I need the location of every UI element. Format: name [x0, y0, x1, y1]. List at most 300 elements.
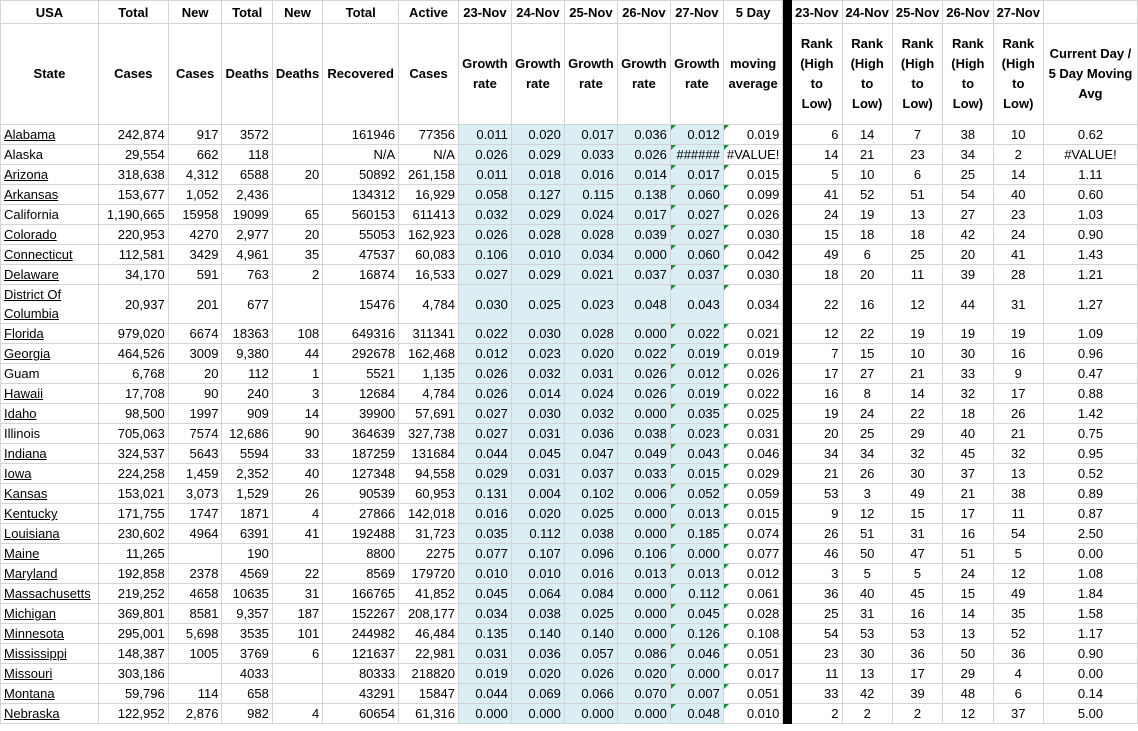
growth-24nov-cell[interactable]: 0.010 [511, 245, 564, 265]
active-cases-cell[interactable]: 218820 [399, 664, 459, 684]
recovered-cell[interactable]: 15476 [323, 285, 399, 324]
rank-24nov-cell[interactable]: 13 [842, 664, 892, 684]
moving-average-cell[interactable]: 0.074 [723, 524, 783, 544]
moving-average-cell[interactable]: 0.019 [723, 125, 783, 145]
rank-27nov-cell[interactable]: 17 [993, 384, 1043, 404]
growth-24nov-cell[interactable]: 0.014 [511, 384, 564, 404]
growth-24nov-cell[interactable]: 0.112 [511, 524, 564, 544]
current-over-average-cell[interactable]: 0.95 [1043, 444, 1137, 464]
moving-average-cell[interactable]: 0.030 [723, 225, 783, 245]
growth-24nov-cell[interactable]: 0.064 [511, 584, 564, 604]
header-growth-24nov[interactable]: 24-Nov [511, 1, 564, 24]
current-over-average-cell[interactable]: 0.14 [1043, 684, 1137, 704]
growth-27nov-cell[interactable]: 0.027 [670, 205, 723, 225]
growth-23nov-cell[interactable]: 0.026 [458, 145, 511, 165]
new-cases-cell[interactable]: 4,312 [168, 165, 222, 185]
new-deaths-cell[interactable]: 41 [272, 524, 322, 544]
new-deaths-cell[interactable]: 33 [272, 444, 322, 464]
active-cases-cell[interactable]: 22,981 [399, 644, 459, 664]
recovered-cell[interactable]: 187259 [323, 444, 399, 464]
rank-24nov-cell[interactable]: 14 [842, 125, 892, 145]
state-name-cell[interactable]: Arizona [1, 165, 99, 185]
header-total-cases-label[interactable]: Cases [98, 24, 168, 125]
total-deaths-cell[interactable]: 6391 [222, 524, 272, 544]
rank-25nov-cell[interactable]: 22 [892, 404, 942, 424]
rank-25nov-cell[interactable]: 14 [892, 384, 942, 404]
growth-26nov-cell[interactable]: 0.017 [617, 205, 670, 225]
growth-25nov-cell[interactable]: 0.024 [564, 384, 617, 404]
rank-27nov-cell[interactable]: 2 [993, 145, 1043, 165]
growth-27nov-cell[interactable]: 0.112 [670, 584, 723, 604]
state-name-cell[interactable]: Alabama [1, 125, 99, 145]
moving-average-cell[interactable]: 0.099 [723, 185, 783, 205]
state-name-cell[interactable]: Kentucky [1, 504, 99, 524]
rank-25nov-cell[interactable]: 25 [892, 245, 942, 265]
new-deaths-cell[interactable]: 14 [272, 404, 322, 424]
growth-25nov-cell[interactable]: 0.066 [564, 684, 617, 704]
rank-27nov-cell[interactable]: 52 [993, 624, 1043, 644]
growth-27nov-cell[interactable]: ###### [670, 145, 723, 165]
growth-26nov-cell[interactable]: 0.000 [617, 524, 670, 544]
rank-24nov-cell[interactable]: 12 [842, 504, 892, 524]
growth-24nov-cell[interactable]: 0.029 [511, 145, 564, 165]
rank-23nov-cell[interactable]: 49 [792, 245, 842, 265]
rank-27nov-cell[interactable]: 21 [993, 424, 1043, 444]
state-name-cell[interactable]: Kansas [1, 484, 99, 504]
recovered-cell[interactable]: 90539 [323, 484, 399, 504]
growth-27nov-cell[interactable]: 0.043 [670, 444, 723, 464]
active-cases-cell[interactable]: 208,177 [399, 604, 459, 624]
total-deaths-cell[interactable]: 5594 [222, 444, 272, 464]
current-over-average-cell[interactable]: 0.89 [1043, 484, 1137, 504]
growth-23nov-cell[interactable]: 0.044 [458, 684, 511, 704]
growth-23nov-cell[interactable]: 0.044 [458, 444, 511, 464]
header-total-deaths[interactable]: Total [222, 1, 272, 24]
current-over-average-cell[interactable]: 0.75 [1043, 424, 1137, 444]
growth-27nov-cell[interactable]: 0.013 [670, 564, 723, 584]
new-cases-cell[interactable]: 5643 [168, 444, 222, 464]
rank-27nov-cell[interactable]: 40 [993, 185, 1043, 205]
header-rank-24nov-label[interactable]: Rank (High to Low) [842, 24, 892, 125]
rank-25nov-cell[interactable]: 5 [892, 564, 942, 584]
new-cases-cell[interactable]: 114 [168, 684, 222, 704]
total-cases-cell[interactable]: 153,021 [98, 484, 168, 504]
growth-23nov-cell[interactable]: 0.027 [458, 404, 511, 424]
growth-25nov-cell[interactable]: 0.084 [564, 584, 617, 604]
moving-average-cell[interactable]: 0.026 [723, 364, 783, 384]
rank-26nov-cell[interactable]: 12 [943, 704, 993, 724]
growth-26nov-cell[interactable]: 0.000 [617, 584, 670, 604]
recovered-cell[interactable]: 8569 [323, 564, 399, 584]
growth-24nov-cell[interactable]: 0.069 [511, 684, 564, 704]
header-growth-27nov-label[interactable]: Growth rate [670, 24, 723, 125]
total-cases-cell[interactable]: 324,537 [98, 444, 168, 464]
rank-23nov-cell[interactable]: 33 [792, 684, 842, 704]
current-over-average-cell[interactable]: 2.50 [1043, 524, 1137, 544]
current-over-average-cell[interactable]: 1.11 [1043, 165, 1137, 185]
growth-26nov-cell[interactable]: 0.000 [617, 404, 670, 424]
new-cases-cell[interactable]: 1,052 [168, 185, 222, 205]
new-cases-cell[interactable]: 4964 [168, 524, 222, 544]
state-name-cell[interactable]: Arkansas [1, 185, 99, 205]
rank-27nov-cell[interactable]: 12 [993, 564, 1043, 584]
recovered-cell[interactable]: 166765 [323, 584, 399, 604]
total-cases-cell[interactable]: 59,796 [98, 684, 168, 704]
total-cases-cell[interactable]: 17,708 [98, 384, 168, 404]
header-recovered-label[interactable]: Recovered [323, 24, 399, 125]
growth-27nov-cell[interactable]: 0.000 [670, 544, 723, 564]
recovered-cell[interactable]: 80333 [323, 664, 399, 684]
rank-27nov-cell[interactable]: 37 [993, 704, 1043, 724]
growth-23nov-cell[interactable]: 0.026 [458, 384, 511, 404]
state-name-cell[interactable]: Michigan [1, 604, 99, 624]
rank-26nov-cell[interactable]: 40 [943, 424, 993, 444]
moving-average-cell[interactable]: 0.061 [723, 584, 783, 604]
moving-average-cell[interactable]: 0.010 [723, 704, 783, 724]
moving-average-cell[interactable]: 0.012 [723, 564, 783, 584]
rank-26nov-cell[interactable]: 13 [943, 624, 993, 644]
total-deaths-cell[interactable]: 677 [222, 285, 272, 324]
rank-23nov-cell[interactable]: 19 [792, 404, 842, 424]
growth-23nov-cell[interactable]: 0.035 [458, 524, 511, 544]
rank-25nov-cell[interactable]: 13 [892, 205, 942, 225]
moving-average-cell[interactable]: 0.015 [723, 165, 783, 185]
current-over-average-cell[interactable]: 0.00 [1043, 664, 1137, 684]
rank-24nov-cell[interactable]: 50 [842, 544, 892, 564]
new-cases-cell[interactable]: 7574 [168, 424, 222, 444]
total-deaths-cell[interactable]: 3535 [222, 624, 272, 644]
total-cases-cell[interactable]: 122,952 [98, 704, 168, 724]
new-cases-cell[interactable] [168, 544, 222, 564]
recovered-cell[interactable]: 55053 [323, 225, 399, 245]
header-rank-25nov[interactable]: 25-Nov [892, 1, 942, 24]
growth-25nov-cell[interactable]: 0.102 [564, 484, 617, 504]
growth-23nov-cell[interactable]: 0.077 [458, 544, 511, 564]
rank-23nov-cell[interactable]: 14 [792, 145, 842, 165]
new-deaths-cell[interactable]: 187 [272, 604, 322, 624]
rank-24nov-cell[interactable]: 53 [842, 624, 892, 644]
rank-25nov-cell[interactable]: 18 [892, 225, 942, 245]
state-name-cell[interactable]: Nebraska [1, 704, 99, 724]
growth-25nov-cell[interactable]: 0.036 [564, 424, 617, 444]
moving-average-cell[interactable]: 0.017 [723, 664, 783, 684]
growth-27nov-cell[interactable]: 0.046 [670, 644, 723, 664]
rank-26nov-cell[interactable]: 32 [943, 384, 993, 404]
growth-23nov-cell[interactable]: 0.106 [458, 245, 511, 265]
active-cases-cell[interactable]: 611413 [399, 205, 459, 225]
active-cases-cell[interactable]: 61,316 [399, 704, 459, 724]
rank-23nov-cell[interactable]: 15 [792, 225, 842, 245]
growth-27nov-cell[interactable]: 0.015 [670, 464, 723, 484]
recovered-cell[interactable]: 43291 [323, 684, 399, 704]
total-cases-cell[interactable]: 220,953 [98, 225, 168, 245]
moving-average-cell[interactable]: 0.034 [723, 285, 783, 324]
rank-26nov-cell[interactable]: 51 [943, 544, 993, 564]
total-cases-cell[interactable]: 11,265 [98, 544, 168, 564]
growth-26nov-cell[interactable]: 0.070 [617, 684, 670, 704]
rank-23nov-cell[interactable]: 26 [792, 524, 842, 544]
current-over-average-cell[interactable]: 1.17 [1043, 624, 1137, 644]
growth-26nov-cell[interactable]: 0.038 [617, 424, 670, 444]
header-moving-average[interactable]: 5 Day [723, 1, 783, 24]
rank-25nov-cell[interactable]: 29 [892, 424, 942, 444]
rank-27nov-cell[interactable]: 49 [993, 584, 1043, 604]
growth-27nov-cell[interactable]: 0.023 [670, 424, 723, 444]
new-cases-cell[interactable]: 4658 [168, 584, 222, 604]
growth-27nov-cell[interactable]: 0.012 [670, 364, 723, 384]
rank-23nov-cell[interactable]: 22 [792, 285, 842, 324]
growth-27nov-cell[interactable]: 0.045 [670, 604, 723, 624]
rank-23nov-cell[interactable]: 3 [792, 564, 842, 584]
moving-average-cell[interactable]: 0.019 [723, 344, 783, 364]
rank-26nov-cell[interactable]: 19 [943, 324, 993, 344]
recovered-cell[interactable]: 60654 [323, 704, 399, 724]
rank-23nov-cell[interactable]: 11 [792, 664, 842, 684]
new-deaths-cell[interactable]: 1 [272, 364, 322, 384]
recovered-cell[interactable]: 5521 [323, 364, 399, 384]
growth-24nov-cell[interactable]: 0.010 [511, 564, 564, 584]
growth-23nov-cell[interactable]: 0.131 [458, 484, 511, 504]
new-deaths-cell[interactable]: 101 [272, 624, 322, 644]
header-current-over-average-label[interactable]: Current Day / 5 Day Moving Avg [1043, 24, 1137, 125]
rank-25nov-cell[interactable]: 21 [892, 364, 942, 384]
rank-27nov-cell[interactable]: 10 [993, 125, 1043, 145]
moving-average-cell[interactable]: 0.051 [723, 644, 783, 664]
header-total-deaths-label[interactable]: Deaths [222, 24, 272, 125]
state-name-cell[interactable]: Mississippi [1, 644, 99, 664]
current-over-average-cell[interactable]: 5.00 [1043, 704, 1137, 724]
new-cases-cell[interactable]: 3429 [168, 245, 222, 265]
growth-24nov-cell[interactable]: 0.020 [511, 504, 564, 524]
rank-26nov-cell[interactable]: 38 [943, 125, 993, 145]
rank-25nov-cell[interactable]: 11 [892, 265, 942, 285]
growth-27nov-cell[interactable]: 0.027 [670, 225, 723, 245]
growth-26nov-cell[interactable]: 0.026 [617, 384, 670, 404]
new-cases-cell[interactable]: 15958 [168, 205, 222, 225]
header-growth-25nov[interactable]: 25-Nov [564, 1, 617, 24]
total-deaths-cell[interactable]: 240 [222, 384, 272, 404]
active-cases-cell[interactable]: 77356 [399, 125, 459, 145]
growth-26nov-cell[interactable]: 0.086 [617, 644, 670, 664]
new-deaths-cell[interactable]: 31 [272, 584, 322, 604]
growth-26nov-cell[interactable]: 0.037 [617, 265, 670, 285]
growth-25nov-cell[interactable]: 0.047 [564, 444, 617, 464]
rank-24nov-cell[interactable]: 52 [842, 185, 892, 205]
moving-average-cell[interactable]: 0.042 [723, 245, 783, 265]
rank-25nov-cell[interactable]: 15 [892, 504, 942, 524]
rank-24nov-cell[interactable]: 26 [842, 464, 892, 484]
total-deaths-cell[interactable]: 3572 [222, 125, 272, 145]
active-cases-cell[interactable]: 41,852 [399, 584, 459, 604]
total-deaths-cell[interactable]: 2,352 [222, 464, 272, 484]
growth-24nov-cell[interactable]: 0.004 [511, 484, 564, 504]
growth-26nov-cell[interactable]: 0.000 [617, 604, 670, 624]
recovered-cell[interactable]: 152267 [323, 604, 399, 624]
new-deaths-cell[interactable]: 2 [272, 265, 322, 285]
rank-26nov-cell[interactable]: 24 [943, 564, 993, 584]
growth-26nov-cell[interactable]: 0.049 [617, 444, 670, 464]
total-cases-cell[interactable]: 464,526 [98, 344, 168, 364]
growth-23nov-cell[interactable]: 0.058 [458, 185, 511, 205]
moving-average-cell[interactable]: 0.025 [723, 404, 783, 424]
rank-23nov-cell[interactable]: 6 [792, 125, 842, 145]
new-deaths-cell[interactable]: 4 [272, 704, 322, 724]
active-cases-cell[interactable]: 162,923 [399, 225, 459, 245]
growth-25nov-cell[interactable]: 0.016 [564, 165, 617, 185]
total-deaths-cell[interactable]: 658 [222, 684, 272, 704]
total-cases-cell[interactable]: 6,768 [98, 364, 168, 384]
moving-average-cell[interactable]: 0.015 [723, 504, 783, 524]
rank-25nov-cell[interactable]: 51 [892, 185, 942, 205]
total-cases-cell[interactable]: 979,020 [98, 324, 168, 344]
new-cases-cell[interactable]: 90 [168, 384, 222, 404]
growth-26nov-cell[interactable]: 0.000 [617, 624, 670, 644]
growth-25nov-cell[interactable]: 0.096 [564, 544, 617, 564]
growth-25nov-cell[interactable]: 0.024 [564, 205, 617, 225]
rank-23nov-cell[interactable]: 46 [792, 544, 842, 564]
rank-24nov-cell[interactable]: 21 [842, 145, 892, 165]
growth-23nov-cell[interactable]: 0.026 [458, 225, 511, 245]
total-deaths-cell[interactable]: 190 [222, 544, 272, 564]
rank-24nov-cell[interactable]: 22 [842, 324, 892, 344]
rank-26nov-cell[interactable]: 44 [943, 285, 993, 324]
growth-24nov-cell[interactable]: 0.025 [511, 285, 564, 324]
new-cases-cell[interactable]: 8581 [168, 604, 222, 624]
growth-27nov-cell[interactable]: 0.000 [670, 664, 723, 684]
growth-27nov-cell[interactable]: 0.019 [670, 344, 723, 364]
growth-24nov-cell[interactable]: 0.028 [511, 225, 564, 245]
total-deaths-cell[interactable]: 9,380 [222, 344, 272, 364]
growth-25nov-cell[interactable]: 0.032 [564, 404, 617, 424]
current-over-average-cell[interactable]: 0.88 [1043, 384, 1137, 404]
new-deaths-cell[interactable]: 20 [272, 225, 322, 245]
moving-average-cell[interactable]: 0.108 [723, 624, 783, 644]
current-over-average-cell[interactable]: 1.03 [1043, 205, 1137, 225]
growth-26nov-cell[interactable]: 0.026 [617, 364, 670, 384]
growth-25nov-cell[interactable]: 0.031 [564, 364, 617, 384]
header-rank-25nov-label[interactable]: Rank (High to Low) [892, 24, 942, 125]
growth-24nov-cell[interactable]: 0.140 [511, 624, 564, 644]
total-cases-cell[interactable]: 295,001 [98, 624, 168, 644]
growth-23nov-cell[interactable]: 0.011 [458, 165, 511, 185]
total-deaths-cell[interactable]: 12,686 [222, 424, 272, 444]
growth-27nov-cell[interactable]: 0.035 [670, 404, 723, 424]
header-rank-23nov-label[interactable]: Rank (High to Low) [792, 24, 842, 125]
recovered-cell[interactable]: N/A [323, 145, 399, 165]
growth-25nov-cell[interactable]: 0.025 [564, 604, 617, 624]
current-over-average-cell[interactable]: 0.87 [1043, 504, 1137, 524]
active-cases-cell[interactable]: 4,784 [399, 384, 459, 404]
growth-24nov-cell[interactable]: 0.038 [511, 604, 564, 624]
growth-25nov-cell[interactable]: 0.025 [564, 504, 617, 524]
header-new-deaths-label[interactable]: Deaths [272, 24, 322, 125]
rank-26nov-cell[interactable]: 15 [943, 584, 993, 604]
state-name-cell[interactable]: District Of Columbia [1, 285, 99, 324]
rank-26nov-cell[interactable]: 17 [943, 504, 993, 524]
growth-25nov-cell[interactable]: 0.016 [564, 564, 617, 584]
new-cases-cell[interactable]: 1997 [168, 404, 222, 424]
growth-25nov-cell[interactable]: 0.026 [564, 664, 617, 684]
header-new-cases[interactable]: New [168, 1, 222, 24]
total-cases-cell[interactable]: 705,063 [98, 424, 168, 444]
new-deaths-cell[interactable]: 6 [272, 644, 322, 664]
total-cases-cell[interactable]: 148,387 [98, 644, 168, 664]
growth-24nov-cell[interactable]: 0.030 [511, 404, 564, 424]
growth-25nov-cell[interactable]: 0.034 [564, 245, 617, 265]
rank-23nov-cell[interactable]: 23 [792, 644, 842, 664]
rank-23nov-cell[interactable]: 7 [792, 344, 842, 364]
current-over-average-cell[interactable]: 0.60 [1043, 185, 1137, 205]
growth-23nov-cell[interactable]: 0.135 [458, 624, 511, 644]
growth-23nov-cell[interactable]: 0.010 [458, 564, 511, 584]
total-deaths-cell[interactable]: 3769 [222, 644, 272, 664]
active-cases-cell[interactable]: 261,158 [399, 165, 459, 185]
rank-23nov-cell[interactable]: 16 [792, 384, 842, 404]
growth-27nov-cell[interactable]: 0.007 [670, 684, 723, 704]
active-cases-cell[interactable]: 31,723 [399, 524, 459, 544]
rank-24nov-cell[interactable]: 27 [842, 364, 892, 384]
growth-25nov-cell[interactable]: 0.028 [564, 324, 617, 344]
new-cases-cell[interactable]: 6674 [168, 324, 222, 344]
new-cases-cell[interactable]: 591 [168, 265, 222, 285]
recovered-cell[interactable]: 134312 [323, 185, 399, 205]
rank-23nov-cell[interactable]: 21 [792, 464, 842, 484]
new-cases-cell[interactable]: 662 [168, 145, 222, 165]
rank-26nov-cell[interactable]: 48 [943, 684, 993, 704]
recovered-cell[interactable]: 12684 [323, 384, 399, 404]
rank-26nov-cell[interactable]: 33 [943, 364, 993, 384]
growth-27nov-cell[interactable]: 0.019 [670, 384, 723, 404]
header-rank-23nov[interactable]: 23-Nov [792, 1, 842, 24]
rank-26nov-cell[interactable]: 39 [943, 265, 993, 285]
total-cases-cell[interactable]: 219,252 [98, 584, 168, 604]
growth-26nov-cell[interactable]: 0.106 [617, 544, 670, 564]
new-cases-cell[interactable]: 1747 [168, 504, 222, 524]
growth-26nov-cell[interactable]: 0.000 [617, 704, 670, 724]
growth-25nov-cell[interactable]: 0.038 [564, 524, 617, 544]
total-cases-cell[interactable]: 1,190,665 [98, 205, 168, 225]
growth-23nov-cell[interactable]: 0.012 [458, 344, 511, 364]
total-cases-cell[interactable]: 29,554 [98, 145, 168, 165]
recovered-cell[interactable]: 39900 [323, 404, 399, 424]
growth-26nov-cell[interactable]: 0.033 [617, 464, 670, 484]
total-deaths-cell[interactable]: 2,977 [222, 225, 272, 245]
rank-23nov-cell[interactable]: 18 [792, 265, 842, 285]
rank-24nov-cell[interactable]: 15 [842, 344, 892, 364]
total-cases-cell[interactable]: 369,801 [98, 604, 168, 624]
growth-26nov-cell[interactable]: 0.013 [617, 564, 670, 584]
rank-26nov-cell[interactable]: 29 [943, 664, 993, 684]
growth-27nov-cell[interactable]: 0.060 [670, 245, 723, 265]
growth-25nov-cell[interactable]: 0.028 [564, 225, 617, 245]
rank-23nov-cell[interactable]: 17 [792, 364, 842, 384]
total-deaths-cell[interactable]: 1,529 [222, 484, 272, 504]
total-deaths-cell[interactable]: 763 [222, 265, 272, 285]
header-state-label[interactable]: State [1, 24, 99, 125]
new-cases-cell[interactable]: 201 [168, 285, 222, 324]
growth-26nov-cell[interactable]: 0.036 [617, 125, 670, 145]
total-deaths-cell[interactable]: 10635 [222, 584, 272, 604]
new-deaths-cell[interactable]: 108 [272, 324, 322, 344]
active-cases-cell[interactable]: 162,468 [399, 344, 459, 364]
new-cases-cell[interactable]: 1005 [168, 644, 222, 664]
rank-25nov-cell[interactable]: 19 [892, 324, 942, 344]
current-over-average-cell[interactable]: 1.09 [1043, 324, 1137, 344]
new-cases-cell[interactable]: 917 [168, 125, 222, 145]
state-name-cell[interactable]: Louisiana [1, 524, 99, 544]
rank-26nov-cell[interactable]: 42 [943, 225, 993, 245]
growth-27nov-cell[interactable]: 0.048 [670, 704, 723, 724]
